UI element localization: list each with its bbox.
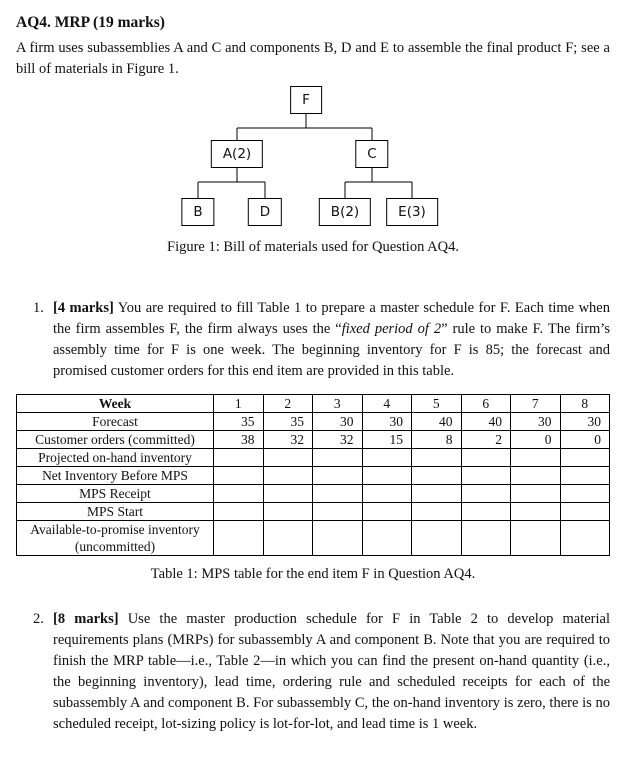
bom-tree (16, 86, 610, 228)
week-number: 5 (412, 395, 462, 413)
table-row-net-inventory (17, 467, 610, 485)
cell (461, 521, 511, 556)
bom-node-b: B (181, 198, 214, 226)
cell (263, 521, 313, 556)
table-row-projected-on-hand (17, 449, 610, 467)
cell (313, 485, 363, 503)
cell: 15 (362, 431, 412, 449)
cell: 2 (461, 431, 511, 449)
table-1-caption: Table 1: MPS table for the end item F in Question AQ4. (150, 566, 476, 582)
question-item-1 (16, 298, 610, 382)
cell: 30 (511, 413, 561, 431)
item-1-italic-phrase: fixed period of 2 (341, 321, 442, 337)
cell (263, 485, 313, 503)
intro-paragraph: A firm uses subassemblies A and C and components B, D and E to assemble the final product F; see a bill of materials in Figure 1. (16, 40, 610, 77)
row-label: Available-to-promise inventory (uncommitted) (17, 521, 214, 556)
cell (560, 503, 610, 521)
cell: 0 (511, 431, 561, 449)
cell (313, 467, 363, 485)
cell: 35 (263, 413, 313, 431)
item-1-text-a: You are required to fill Table 1 to prepare a master schedule for F. Each time when the firm assembles F, the firm always uses the “ (53, 300, 610, 337)
bom-node-a: A(2) (211, 140, 263, 168)
cell: 40 (461, 413, 511, 431)
cell (511, 449, 561, 467)
cell (560, 521, 610, 556)
cell: 40 (412, 413, 462, 431)
cell (560, 467, 610, 485)
bom-node-e3: E(3) (386, 198, 438, 226)
question-title: AQ4. MRP (19 marks) (16, 14, 165, 31)
cell (263, 467, 313, 485)
cell (560, 485, 610, 503)
cell (263, 449, 313, 467)
week-number: 4 (362, 395, 412, 413)
cell (412, 521, 462, 556)
row-label: Forecast (17, 413, 214, 431)
week-number: 8 (560, 395, 610, 413)
row-label: Customer orders (committed) (17, 431, 214, 449)
table-header-row (17, 395, 610, 413)
cell (511, 503, 561, 521)
cell (511, 521, 561, 556)
cell: 30 (362, 413, 412, 431)
cell (511, 485, 561, 503)
cell (313, 521, 363, 556)
cell (313, 449, 363, 467)
cell (362, 467, 412, 485)
bom-node-d: D (248, 198, 282, 226)
cell: 38 (214, 431, 264, 449)
cell (214, 503, 264, 521)
cell (461, 467, 511, 485)
cell: 30 (560, 413, 610, 431)
bom-node-f: F (290, 86, 322, 114)
cell (214, 521, 264, 556)
figure-1 (16, 86, 610, 258)
cell (362, 521, 412, 556)
item-2-text: Use the master production schedule for F in Table 2 to develop material requirements plans (MRPs) for subassembly A and component B. Note that you are required to finish the MRP table—i.e., Table 2—in which you can find the present on-hand quantity (i.e., the beginning inventory), lead time, ordering rule and scheduled receipts for each of the subassembly A and component B. For subassembly C, the on-hand inventory is zero, there is no scheduled receipt, lot-sizing policy is lot-for-lot, and lead time is 1 week. (53, 611, 610, 732)
week-number: 2 (263, 395, 313, 413)
cell: 32 (263, 431, 313, 449)
table-row-customer-orders (17, 431, 610, 449)
item-1-text-b: ” rule to make F. The firm’s assembly time for F is one week. The beginning inventory for F is 85; the forecast and promised customer orders for this end item are provided in this table. (53, 321, 610, 379)
table-row-atp (17, 521, 610, 556)
cell (511, 467, 561, 485)
row-label: Projected on-hand inventory (17, 449, 214, 467)
cell (214, 449, 264, 467)
cell (412, 467, 462, 485)
row-label: MPS Receipt (17, 485, 214, 503)
cell (214, 467, 264, 485)
table-row-forecast (17, 413, 610, 431)
table-row-mps-receipt (17, 485, 610, 503)
week-number: 6 (461, 395, 511, 413)
question-item-2 (16, 609, 610, 735)
table-row-mps-start (17, 503, 610, 521)
cell (461, 485, 511, 503)
cell (313, 503, 363, 521)
cell: 8 (412, 431, 462, 449)
week-number: 7 (511, 395, 561, 413)
figure-1-caption: Figure 1: Bill of materials used for Question AQ4. (167, 239, 459, 255)
cell (461, 503, 511, 521)
mps-table (16, 394, 610, 556)
bom-node-b2: B(2) (319, 198, 371, 226)
cell (362, 485, 412, 503)
week-number: 1 (214, 395, 264, 413)
item-1-marks: [4 marks] (53, 300, 114, 316)
cell (362, 449, 412, 467)
item-1-number: 1. (33, 300, 44, 316)
cell: 0 (560, 431, 610, 449)
cell (412, 503, 462, 521)
week-number: 3 (313, 395, 363, 413)
item-2-marks: [8 marks] (53, 611, 119, 627)
cell: 30 (313, 413, 363, 431)
cell (263, 503, 313, 521)
row-label: Net Inventory Before MPS (17, 467, 214, 485)
cell (214, 485, 264, 503)
item-2-number: 2. (33, 611, 44, 627)
cell (412, 485, 462, 503)
cell (362, 503, 412, 521)
cell (461, 449, 511, 467)
cell (412, 449, 462, 467)
cell: 35 (214, 413, 264, 431)
cell: 32 (313, 431, 363, 449)
cell (560, 449, 610, 467)
bom-node-c: C (355, 140, 388, 168)
week-header: Week (17, 395, 214, 413)
row-label: MPS Start (17, 503, 214, 521)
